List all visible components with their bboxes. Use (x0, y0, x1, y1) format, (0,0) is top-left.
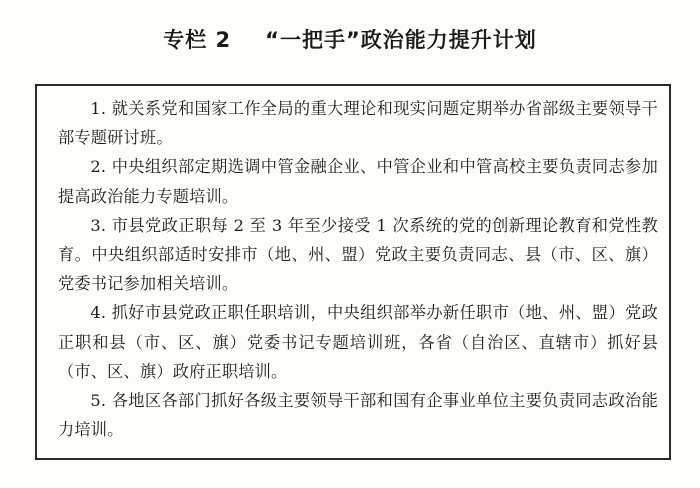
item-3: 3. 市县党政正职每 2 至 3 年至少接受 1 次系统的党的创新理论教育和党性教育。中央组织部适时安排市（地、州、盟）党政主要负责同志、县（市、区、旗）党委书记参加相关培训。 (58, 215, 658, 294)
item-4: 4. 抓好市县党政正职任职培训，中央组织部举办新任职市（地、州、盟）党政正职和县（市、区、旗）党委书记专题培训班，各省（自治区、直辖市）抓好县（市、区、旗）政府正职培训。 (58, 303, 658, 381)
column-heading: “一把手”政治能力提升计划 (265, 28, 537, 52)
item-1: 1. 就关系党和国家工作全局的重大理论和现实问题定期举办省部级主要领导干部专题研讨班。 (58, 99, 658, 148)
column-label: 专栏 2 (163, 28, 232, 52)
item-2: 2. 中央组织部定期选调中管金融企业、中管企业和中管高校主要负责同志参加提高政治能力专题培训。 (58, 157, 658, 206)
column-title (0, 24, 700, 54)
item-5: 5. 各地区各部门抓好各级主要领导干部和国有企事业单位主要负责同志政治能力培训。 (58, 391, 658, 440)
column-items (58, 94, 658, 444)
